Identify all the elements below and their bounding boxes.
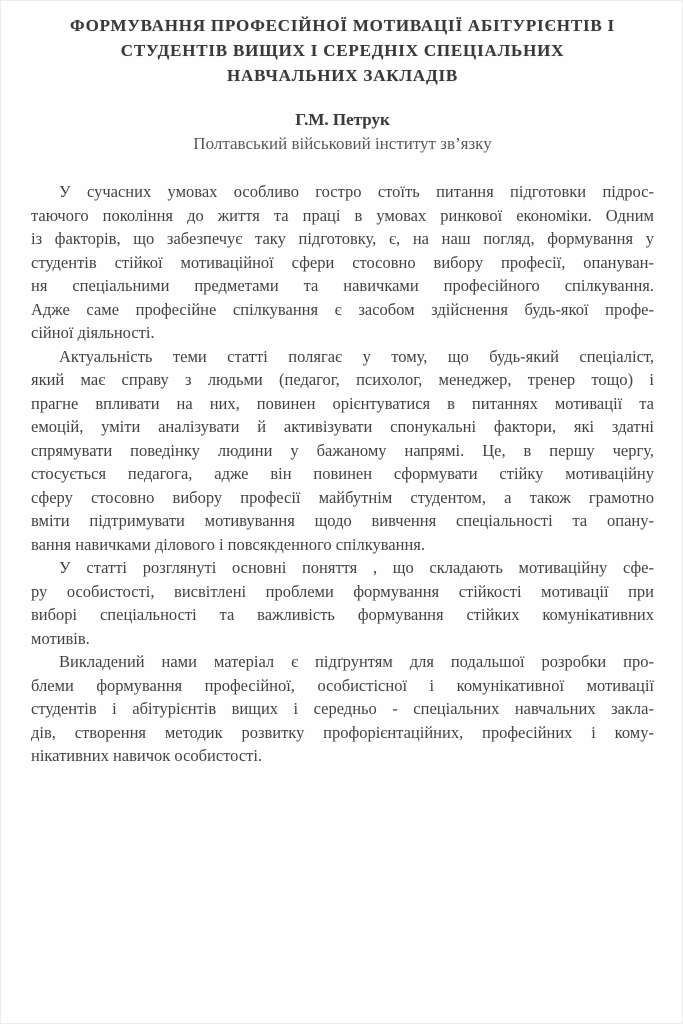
text-line: вання навичками ділового і повсякденного спілкування. — [31, 534, 426, 554]
text-line: У статті розглянуті основні поняття , що складають мотиваційну сфе- — [59, 558, 654, 577]
text-line: ня спеціальними предметами та навичками професійного спілкування. — [31, 276, 654, 295]
text-line: який має справу з людьми (педагог, психолог, менеджер, тренер тощо) і — [31, 370, 654, 389]
author-name: Г.М. Петрук — [295, 110, 390, 129]
text-line: блеми формування професійної, особистісної і комунікативної мотивації — [31, 675, 654, 695]
text-line: Адже саме професійне спілкування є засобом здійснення будь-якої профе- — [31, 299, 654, 319]
paragraph — [31, 345, 654, 557]
author-affiliation: Полтавський військовий інститут зв’язку — [193, 134, 492, 153]
text-line: ру особистості, висвітлені проблеми формування стійкості мотивації при — [31, 581, 654, 601]
article-body — [31, 180, 654, 768]
text-line: сійної діяльності. — [31, 323, 155, 342]
paragraph — [31, 180, 654, 345]
text-line: Актуальність теми статті полягає у тому, що будь-який спеціаліст, — [59, 346, 654, 366]
text-line: таючого покоління до життя та праці в умовах ринкової економіки. Одним — [31, 205, 654, 225]
title-line: НАВЧАЛЬНИХ ЗАКЛАДІВ — [227, 66, 458, 85]
text-line: Викладений нами матеріал є підґрунтям для подальшої розробки про- — [59, 652, 654, 671]
text-line: дів, створення методик розвитку профорієнтаційних, професійних і кому- — [31, 722, 654, 742]
text-line: із факторів, що забезпечує таку підготовку, є, на наш погляд, формування у — [31, 229, 654, 248]
text-line: спрямувати поведінку людини у бажаному напрямі. Це, в першу чергу, — [31, 440, 654, 460]
text-line: студентів стійкої мотиваційної сфери стосовно вибору професії, опануван- — [31, 252, 654, 272]
text-line: виборі спеціальності та важливість формування стійких комунікативних — [31, 605, 654, 624]
text-line: стосується педагога, адже він повинен сформувати стійку мотиваційну — [31, 464, 654, 483]
title-line: ФОРМУВАННЯ ПРОФЕСІЙНОЇ МОТИВАЦІЇ АБІТУРІЄНТІВ І — [70, 16, 615, 35]
text-line: сферу стосовно вибору професії майбутнім студентом, а також грамотно — [31, 487, 654, 507]
text-line: студентів і абітурієнтів вищих і середньо - спеціальних навчальних закла- — [31, 699, 654, 718]
title-line: СТУДЕНТІВ ВИЩИХ І СЕРЕДНІХ СПЕЦІАЛЬНИХ — [120, 41, 565, 60]
text-line: прагне впливати на них, повинен орієнтуватися в питаннях мотивації та — [31, 393, 654, 413]
text-line: емоцій, уміти аналізувати й активізувати спонукальні фактори, які здатні — [31, 417, 654, 436]
paragraph — [31, 650, 654, 768]
text-line: У сучасних умовах особливо гостро стоїть питання підготовки підрос- — [59, 182, 654, 201]
article-title — [31, 13, 654, 88]
text-line: мотивів. — [31, 628, 90, 648]
paragraph — [31, 556, 654, 650]
page-content — [1, 1, 682, 768]
text-line: нікативних навичок особистості. — [31, 746, 263, 765]
text-line: вміти підтримувати мотивування щодо вивчення спеціальності та опану- — [31, 511, 654, 530]
